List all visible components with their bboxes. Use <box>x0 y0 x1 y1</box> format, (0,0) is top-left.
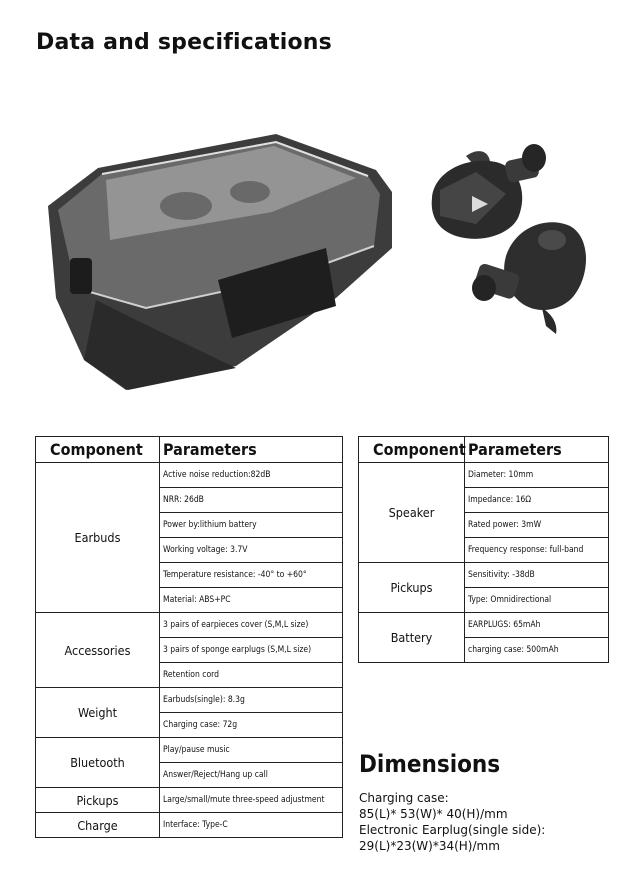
header-component: Component <box>359 437 465 463</box>
spec-table-left <box>35 436 343 838</box>
table-row <box>36 788 343 813</box>
component-cell: Speaker <box>359 463 465 563</box>
dimensions-line: Charging case: <box>359 791 449 805</box>
parameter-cell: Large/small/mute three-speed adjustment <box>160 788 343 813</box>
parameter-cell: Answer/Reject/Hang up call <box>160 763 343 788</box>
parameter-cell: Impedance: 16Ω <box>465 488 609 513</box>
parameter-cell: Sensitivity: -38dB <box>465 563 609 588</box>
parameter-cell: 3 pairs of earpieces cover (S,M,L size) <box>160 613 343 638</box>
component-cell: Pickups <box>36 788 160 813</box>
parameter-cell: Charging case: 72g <box>160 713 343 738</box>
dimensions-text <box>359 790 545 854</box>
component-cell: Pickups <box>359 563 465 613</box>
parameter-cell: Type: Omnidirectional <box>465 588 609 613</box>
header-component: Component <box>36 437 160 463</box>
table-row <box>36 463 343 488</box>
table-header-row <box>36 437 343 463</box>
header-parameters: Parameters <box>160 437 343 463</box>
parameter-cell: Diameter: 10mm <box>465 463 609 488</box>
parameter-cell: charging case: 500mAh <box>465 638 609 663</box>
parameter-cell: Temperature resistance: -40° to +60° <box>160 563 343 588</box>
parameter-cell: Play/pause music <box>160 738 343 763</box>
dimensions-line: Electronic Earplug(single side): <box>359 823 546 837</box>
spec-table-right <box>358 436 609 663</box>
component-cell: Accessories <box>36 613 160 688</box>
parameter-cell: Frequency response: full-band <box>465 538 609 563</box>
parameter-cell: Material: ABS+PC <box>160 588 343 613</box>
parameter-cell: EARPLUGS: 65mAh <box>465 613 609 638</box>
earbud-bottom-image <box>472 222 586 334</box>
table-row <box>359 463 609 488</box>
component-cell: Earbuds <box>36 463 160 613</box>
table-row <box>36 813 343 838</box>
parameter-cell: Power by:lithium battery <box>160 513 343 538</box>
parameter-cell: Active noise reduction:82dB <box>160 463 343 488</box>
parameter-cell: Interface: Type-C <box>160 813 343 838</box>
table-row <box>359 563 609 588</box>
component-cell: Bluetooth <box>36 738 160 788</box>
table-row <box>36 688 343 713</box>
earbud-top-image <box>432 144 546 239</box>
table-header-row <box>359 437 609 463</box>
table-row <box>36 613 343 638</box>
dimensions-title: Dimensions <box>359 750 501 778</box>
parameter-cell: 3 pairs of sponge earplugs (S,M,L size) <box>160 638 343 663</box>
header-parameters: Parameters <box>465 437 609 463</box>
page-title: Data and specifications <box>36 30 332 55</box>
charging-case-image <box>48 134 392 390</box>
dimensions-line: 85(L)* 53(W)* 40(H)/mm <box>359 807 508 821</box>
parameter-cell: Earbuds(single): 8.3g <box>160 688 343 713</box>
component-cell: Battery <box>359 613 465 663</box>
component-cell: Weight <box>36 688 160 738</box>
component-cell: Charge <box>36 813 160 838</box>
dimensions-line: 29(L)*23(W)*34(H)/mm <box>359 839 500 853</box>
parameter-cell: Rated power: 3mW <box>465 513 609 538</box>
table-row <box>36 738 343 763</box>
table-row <box>359 613 609 638</box>
product-photo <box>36 128 616 400</box>
parameter-cell: NRR: 26dB <box>160 488 343 513</box>
parameter-cell: Retention cord <box>160 663 343 688</box>
parameter-cell: Working voltage: 3.7V <box>160 538 343 563</box>
